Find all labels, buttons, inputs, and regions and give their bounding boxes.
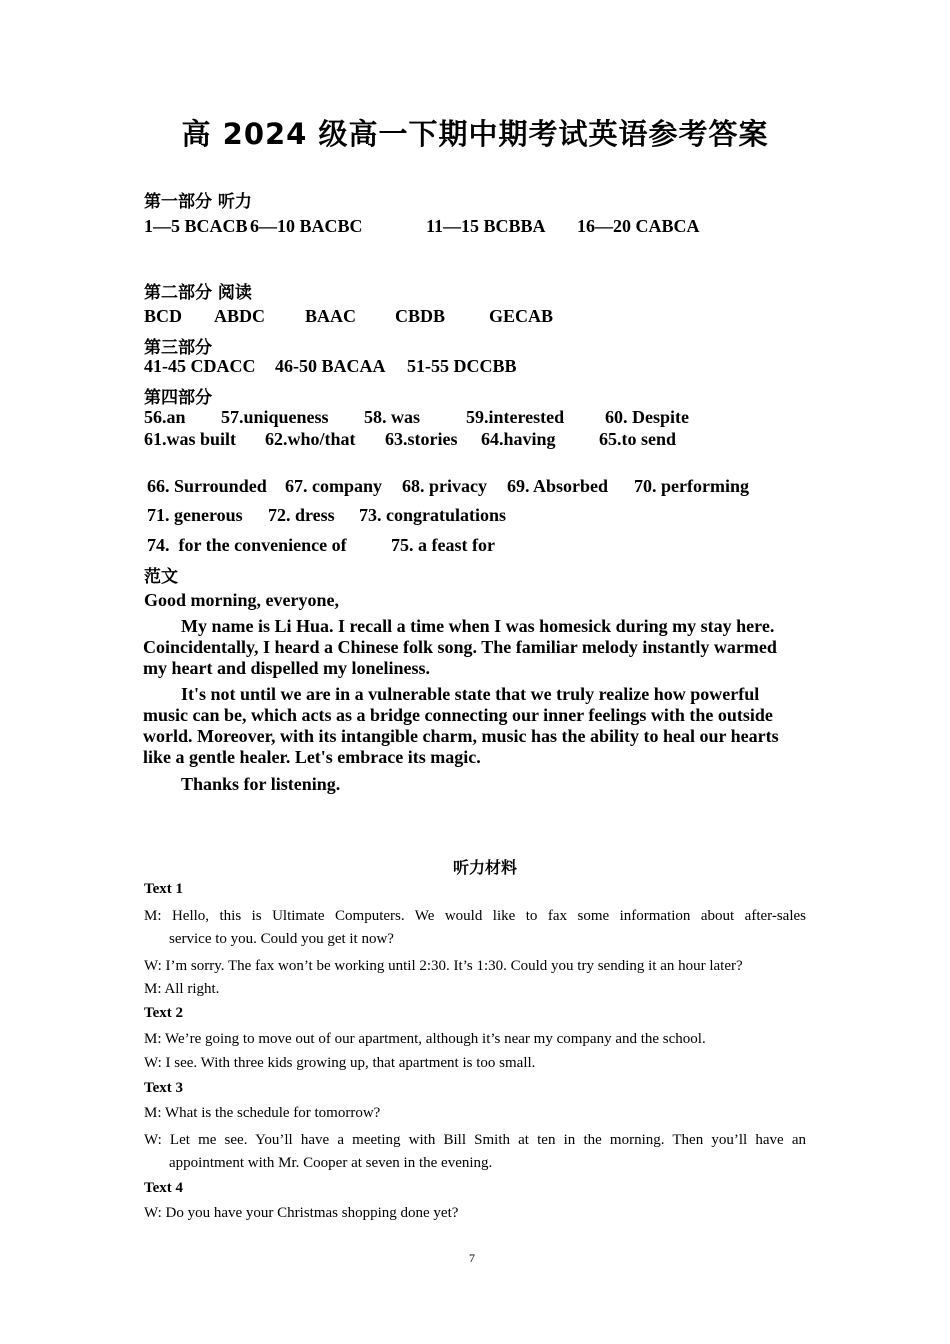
- part4-answer: 75. a feast for: [391, 535, 495, 555]
- dialogue-line-text: appointment with Mr. Cooper at seven in the evening.: [169, 1155, 493, 1171]
- part2-answer-4: CBDB: [395, 306, 446, 326]
- text2-label: Text 2: [144, 1005, 184, 1021]
- part1-answer-2: 6—10 BACBC: [250, 216, 363, 236]
- part4-answer: 68. privacy: [402, 476, 487, 496]
- part4-answer: 66. Surrounded: [147, 476, 267, 496]
- text1-label: Text 1: [144, 881, 184, 897]
- part1-answer-3: 11—15 BCBBA: [426, 216, 546, 236]
- dialogue-line: M: We’re going to move out of our apartment, although it’s near my company and the school.: [144, 1031, 706, 1047]
- essay-heading: 范文: [144, 567, 178, 587]
- part2-answer-2: ABDC: [214, 306, 266, 326]
- part2-answer-5: GECAB: [489, 306, 554, 326]
- part1-heading: 第一部分 听力: [144, 192, 252, 212]
- part4-answer: 63.stories: [385, 429, 458, 449]
- dialogue-line: [144, 905, 806, 951]
- part3-answer-3: 51-55 DCCBB: [407, 356, 517, 376]
- part1-answer-4: 16—20 CABCA: [577, 216, 700, 236]
- part4-answer: 67. company: [285, 476, 383, 496]
- part4-answer: 59.interested: [466, 407, 565, 427]
- part4-answer: 65.to send: [599, 429, 677, 449]
- part4-answer: 56.an: [144, 407, 186, 427]
- part4-answer: 70. performing: [634, 476, 749, 496]
- part1-answer-1: 1—5 BCACB: [144, 216, 248, 236]
- dialogue-line: [144, 1129, 806, 1175]
- part4-answer: 61.was built: [144, 429, 237, 449]
- part3-heading: 第三部分: [144, 338, 212, 358]
- essay-greeting: Good morning, everyone,: [144, 590, 339, 610]
- dialogue-line-text: service to you. Could you get it now?: [169, 931, 394, 947]
- dialogue-line: W: I see. With three kids growing up, that apartment is too small.: [144, 1055, 536, 1071]
- essay-paragraph-2: It's not until we are in a vulnerable state that we truly realize how powerful music can be, which acts as a bridge connecting our inner feelings with the outside world. Moreover, with its intangible charm, music has the ability to heal our hearts like a gentle healer. Let's embrace its magic.: [143, 684, 779, 767]
- page-number: 7: [469, 1251, 475, 1265]
- part2-heading: 第二部分 阅读: [144, 283, 252, 303]
- dialogue-line: W: I’m sorry. The fax won’t be working until 2:30. It’s 1:30. Could you try sending it an hour later?: [144, 958, 743, 974]
- text4-label: Text 4: [144, 1180, 184, 1196]
- essay-closing: Thanks for listening.: [181, 774, 341, 794]
- dialogue-line-text: W: Let me see. You’ll have a meeting with Bill Smith at ten in the morning. Then you’ll have an: [144, 1132, 806, 1148]
- dialogue-line: M: What is the schedule for tomorrow?: [144, 1105, 381, 1121]
- part4-answer: 57.uniqueness: [221, 407, 329, 427]
- page-title: 高 2024 级高一下期中期考试英语参考答案: [181, 117, 769, 151]
- part4-answer: 71. generous: [147, 505, 243, 525]
- part4-answer: 60. Despite: [605, 407, 689, 427]
- dialogue-line: W: Do you have your Christmas shopping done yet?: [144, 1205, 459, 1221]
- dialogue-line-text: M: Hello, this is Ultimate Computers. We would like to fax some information about after-sales: [144, 908, 806, 924]
- part4-answer: 72. dress: [268, 505, 335, 525]
- part4-heading: 第四部分: [144, 388, 212, 408]
- part2-answer-1: BCD: [144, 306, 183, 326]
- part2-answer-3: BAAC: [305, 306, 357, 326]
- part4-answer: 74. for the convenience of: [147, 535, 347, 555]
- part4-answer: 64.having: [481, 429, 556, 449]
- part3-answer-1: 41-45 CDACC: [144, 356, 256, 376]
- part4-answer: 69. Absorbed: [507, 476, 609, 496]
- text3-label: Text 3: [144, 1080, 184, 1096]
- part4-answer: 58. was: [364, 407, 421, 427]
- part4-answer: 73. congratulations: [359, 505, 507, 525]
- dialogue-line: M: All right.: [144, 981, 220, 997]
- essay-paragraph-1: My name is Li Hua. I recall a time when I was homesick during my stay here. Coincidentally, I heard a Chinese folk song. The familiar melody instantly warmed my heart and dispelled my loneliness.: [143, 616, 777, 678]
- part4-answer: 62.who/that: [265, 429, 356, 449]
- part3-answer-2: 46-50 BACAA: [275, 356, 386, 376]
- listening-heading: 听力材料: [452, 858, 517, 877]
